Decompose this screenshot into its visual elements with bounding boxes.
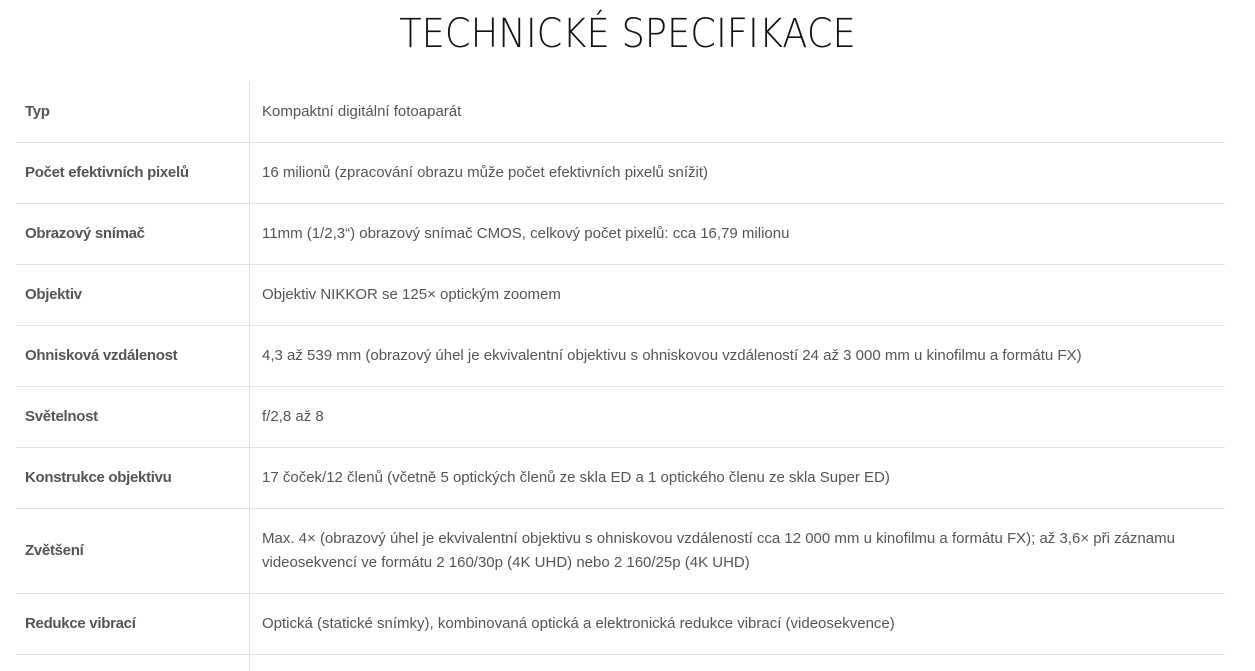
- spec-row-focal-length: [16, 326, 1225, 387]
- spec-label: Ohnisková vzdálenost: [16, 326, 250, 387]
- spec-row-magnification: [16, 509, 1225, 594]
- spec-label: Objektiv: [16, 265, 250, 326]
- page-title: TECHNICKÉ SPECIFIKACE: [50, 8, 1205, 60]
- spec-row-lens-construction: [16, 448, 1225, 509]
- spec-label: Typ: [16, 82, 250, 143]
- spec-label: Redukce vibrací: [16, 594, 250, 655]
- spec-row-image-sensor: [16, 204, 1225, 265]
- spec-value: 4,3 až 539 mm (obrazový úhel je ekvivalentní objektivu s ohniskovou vzdáleností 24 až 3 000 mm u kinofilmu a formátu FX): [250, 326, 1226, 387]
- spec-value: Max. 4× (obrazový úhel je ekvivalentní objektivu s ohniskovou vzdáleností cca 12 000 mm u kinofilmu a formátu FX); až 3,6× při záznamu videosekvencí ve formátu 2 160/30p (4K UHD) nebo 2 160/25p (4K UHD): [250, 509, 1226, 594]
- spec-label: Obrazový snímač: [16, 204, 250, 265]
- spec-value: 17 čoček/12 členů (včetně 5 optických členů ze skla ED a 1 optického členu ze skla Super ED): [250, 448, 1226, 509]
- spec-label: Zvětšení: [16, 509, 250, 594]
- spec-value: 11mm (1/2,3“) obrazový snímač CMOS, celkový počet pixelů: cca 16,79 milionu: [250, 204, 1226, 265]
- spec-row-vibration-reduction: [16, 594, 1225, 655]
- specs-table: [16, 82, 1225, 671]
- spec-row-effective-pixels: [16, 143, 1225, 204]
- spec-row-next: [16, 655, 1225, 671]
- spec-row-type: [16, 82, 1225, 143]
- spec-label: Světelnost: [16, 387, 250, 448]
- spec-value: Objektiv NIKKOR se 125× optickým zoomem: [250, 265, 1226, 326]
- spec-label: Počet efektivních pixelů: [16, 143, 250, 204]
- spec-value-empty: [250, 655, 1226, 671]
- spec-label-empty: [16, 655, 250, 671]
- spec-label: Konstrukce objektivu: [16, 448, 250, 509]
- spec-row-aperture: [16, 387, 1225, 448]
- spec-value: f/2,8 až 8: [250, 387, 1226, 448]
- spec-row-lens: [16, 265, 1225, 326]
- spec-value: 16 milionů (zpracování obrazu může počet efektivních pixelů snížit): [250, 143, 1226, 204]
- spec-value: Optická (statické snímky), kombinovaná optická a elektronická redukce vibrací (videosekvence): [250, 594, 1226, 655]
- spec-value: Kompaktní digitální fotoaparát: [250, 82, 1226, 143]
